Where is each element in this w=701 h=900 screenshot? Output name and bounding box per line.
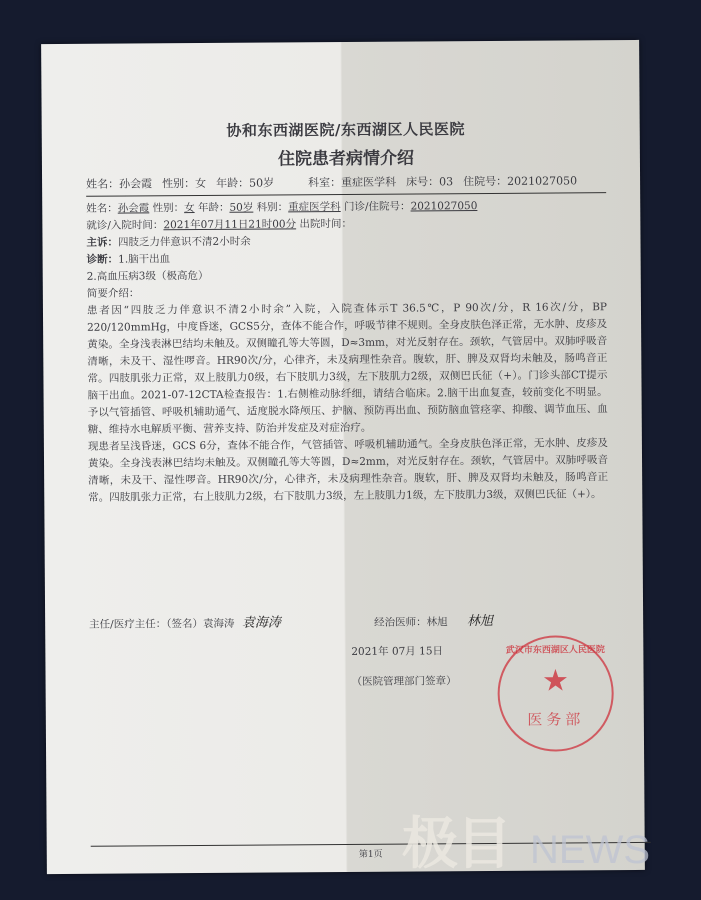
header-sex: 性别：女: [162, 176, 207, 191]
diagnosis-1: 1.脑干出血: [118, 253, 171, 266]
seal-note: （医院管理部门签章）: [351, 675, 457, 688]
sex-value: 女: [184, 202, 195, 215]
sign-date: 2021年 07月 15日: [351, 645, 444, 658]
header-dept: 科室：重症医学科: [308, 175, 397, 190]
header-bed: 床号：03: [406, 175, 454, 189]
document-paper: [41, 40, 645, 874]
director-signature-line: [89, 614, 281, 633]
header-row: [86, 172, 606, 197]
discharge-label: 出院时间：: [299, 217, 352, 231]
no-label: 门诊/住院号：: [343, 200, 411, 213]
diagnosis-2: 2.高血压病3级（极高危）: [86, 269, 209, 283]
complaint-value: 四肢乏力伴意识不清2小时余: [117, 235, 251, 249]
name-label: 姓名：: [86, 202, 118, 215]
header-admission-no: 住院号：2021027050: [463, 174, 578, 189]
attending-signature-line: [374, 613, 493, 632]
hospital-name: 协和东西湖医院/东西湖区人民医院: [226, 120, 466, 140]
age-value: 50岁: [229, 201, 254, 214]
watermark-news: NEWS: [530, 828, 650, 872]
watermark-brand: 极目: [402, 812, 510, 877]
summary-paragraph-1: 患者因“四肢乏力伴意识不清2小时余”入院，入院查体示T 36.5℃，P 90次/分，R 16次/分，BP 220/120mmHg，中度昏迷，GCS5分，查体不能合作，呼吸节律不规则。全身皮肤色泽正常，无水肿、皮疹及黄染。全身浅表淋巴结均未触及。双侧瞳孔等大等圆，D≈3mm，对光反射存在。颈软，气管居中。双肺呼吸音清晰，未及干、湿性啰音。HR90次/分，心律齐，未及病理性杂音。腹软，肝、脾及双肾均未触及，肠鸣音正常。四肢肌张力正常，双上肢肌力0级，右下肢肌力3级，左下肢肌力2级，双侧巴氏征（+）。门诊头部CT提示脑干出血。2021-07-12CTA检查报告：1.右侧椎动脉纤细，请结合临床。2.脑干出血复查，较前变化不明显。予以气管插管、呼吸机辅助通气、适度脱水降颅压、护脑、预防再出血、预防脑血管痉挛、抑酸、调节血压、血糖、维持水电解质平衡、营养支持、防治并发症及对症治疗。: [86, 301, 608, 436]
document-title: 住院患者病情介绍: [277, 148, 414, 170]
hospital-seal-stamp: [497, 635, 614, 752]
header-name: 姓名：孙会霞: [86, 177, 153, 191]
sex-label: 性别：: [152, 202, 185, 215]
stamp-text: 武汉市东西湖区人民医院: [505, 645, 605, 656]
dept-label: 科别：: [256, 201, 289, 214]
admit-label: 就诊/入院时间：: [86, 219, 164, 232]
page-number: 第1页: [358, 849, 383, 860]
star-icon: ★: [541, 663, 570, 699]
admit-value: 2021年07月11日21时00分: [163, 218, 297, 232]
dept-value: 重症医学科: [288, 201, 341, 214]
stamp-dept: 医务部: [527, 710, 585, 729]
summary-paragraph-2: 现患者呈浅昏迷，GCS 6分，查体不能合作，气管插管、呼吸机辅助通气。全身皮肤色泽正常，无水肿、皮疹及黄染。全身浅表淋巴结均未触及。双侧瞳孔等大等圆，D≈2mm，对光反射存在。颈软，气管居中。双肺呼吸音清晰，未及干、湿性啰音。HR90次/分，心律齐，未及病理性杂音。腹软，肝、脾及双肾均未触及，肠鸣音正常。四肢肌张力正常，右上肢肌力2级，右下肢肌力3级，左上肢肌力1级，左下肢肌力3级，双侧巴氏征（+）。: [87, 437, 609, 504]
age-label: 年龄：: [197, 201, 230, 215]
complaint-label: 主诉：: [86, 236, 119, 249]
director-handwritten-signature: 袁海涛: [241, 615, 281, 631]
name-value: 孙会霞: [117, 202, 150, 215]
director-label: 主任/医疗主任：（签名）袁海涛: [89, 617, 235, 631]
attending-label: 经治医师：林旭: [374, 616, 448, 629]
diagnosis-label: 诊断：: [86, 253, 119, 266]
summary-label: 简要介绍：: [86, 287, 140, 300]
header-age: 年龄：50岁: [216, 176, 275, 190]
no-value: 2021027050: [410, 200, 478, 213]
attending-handwritten-signature: 林旭: [466, 613, 494, 630]
